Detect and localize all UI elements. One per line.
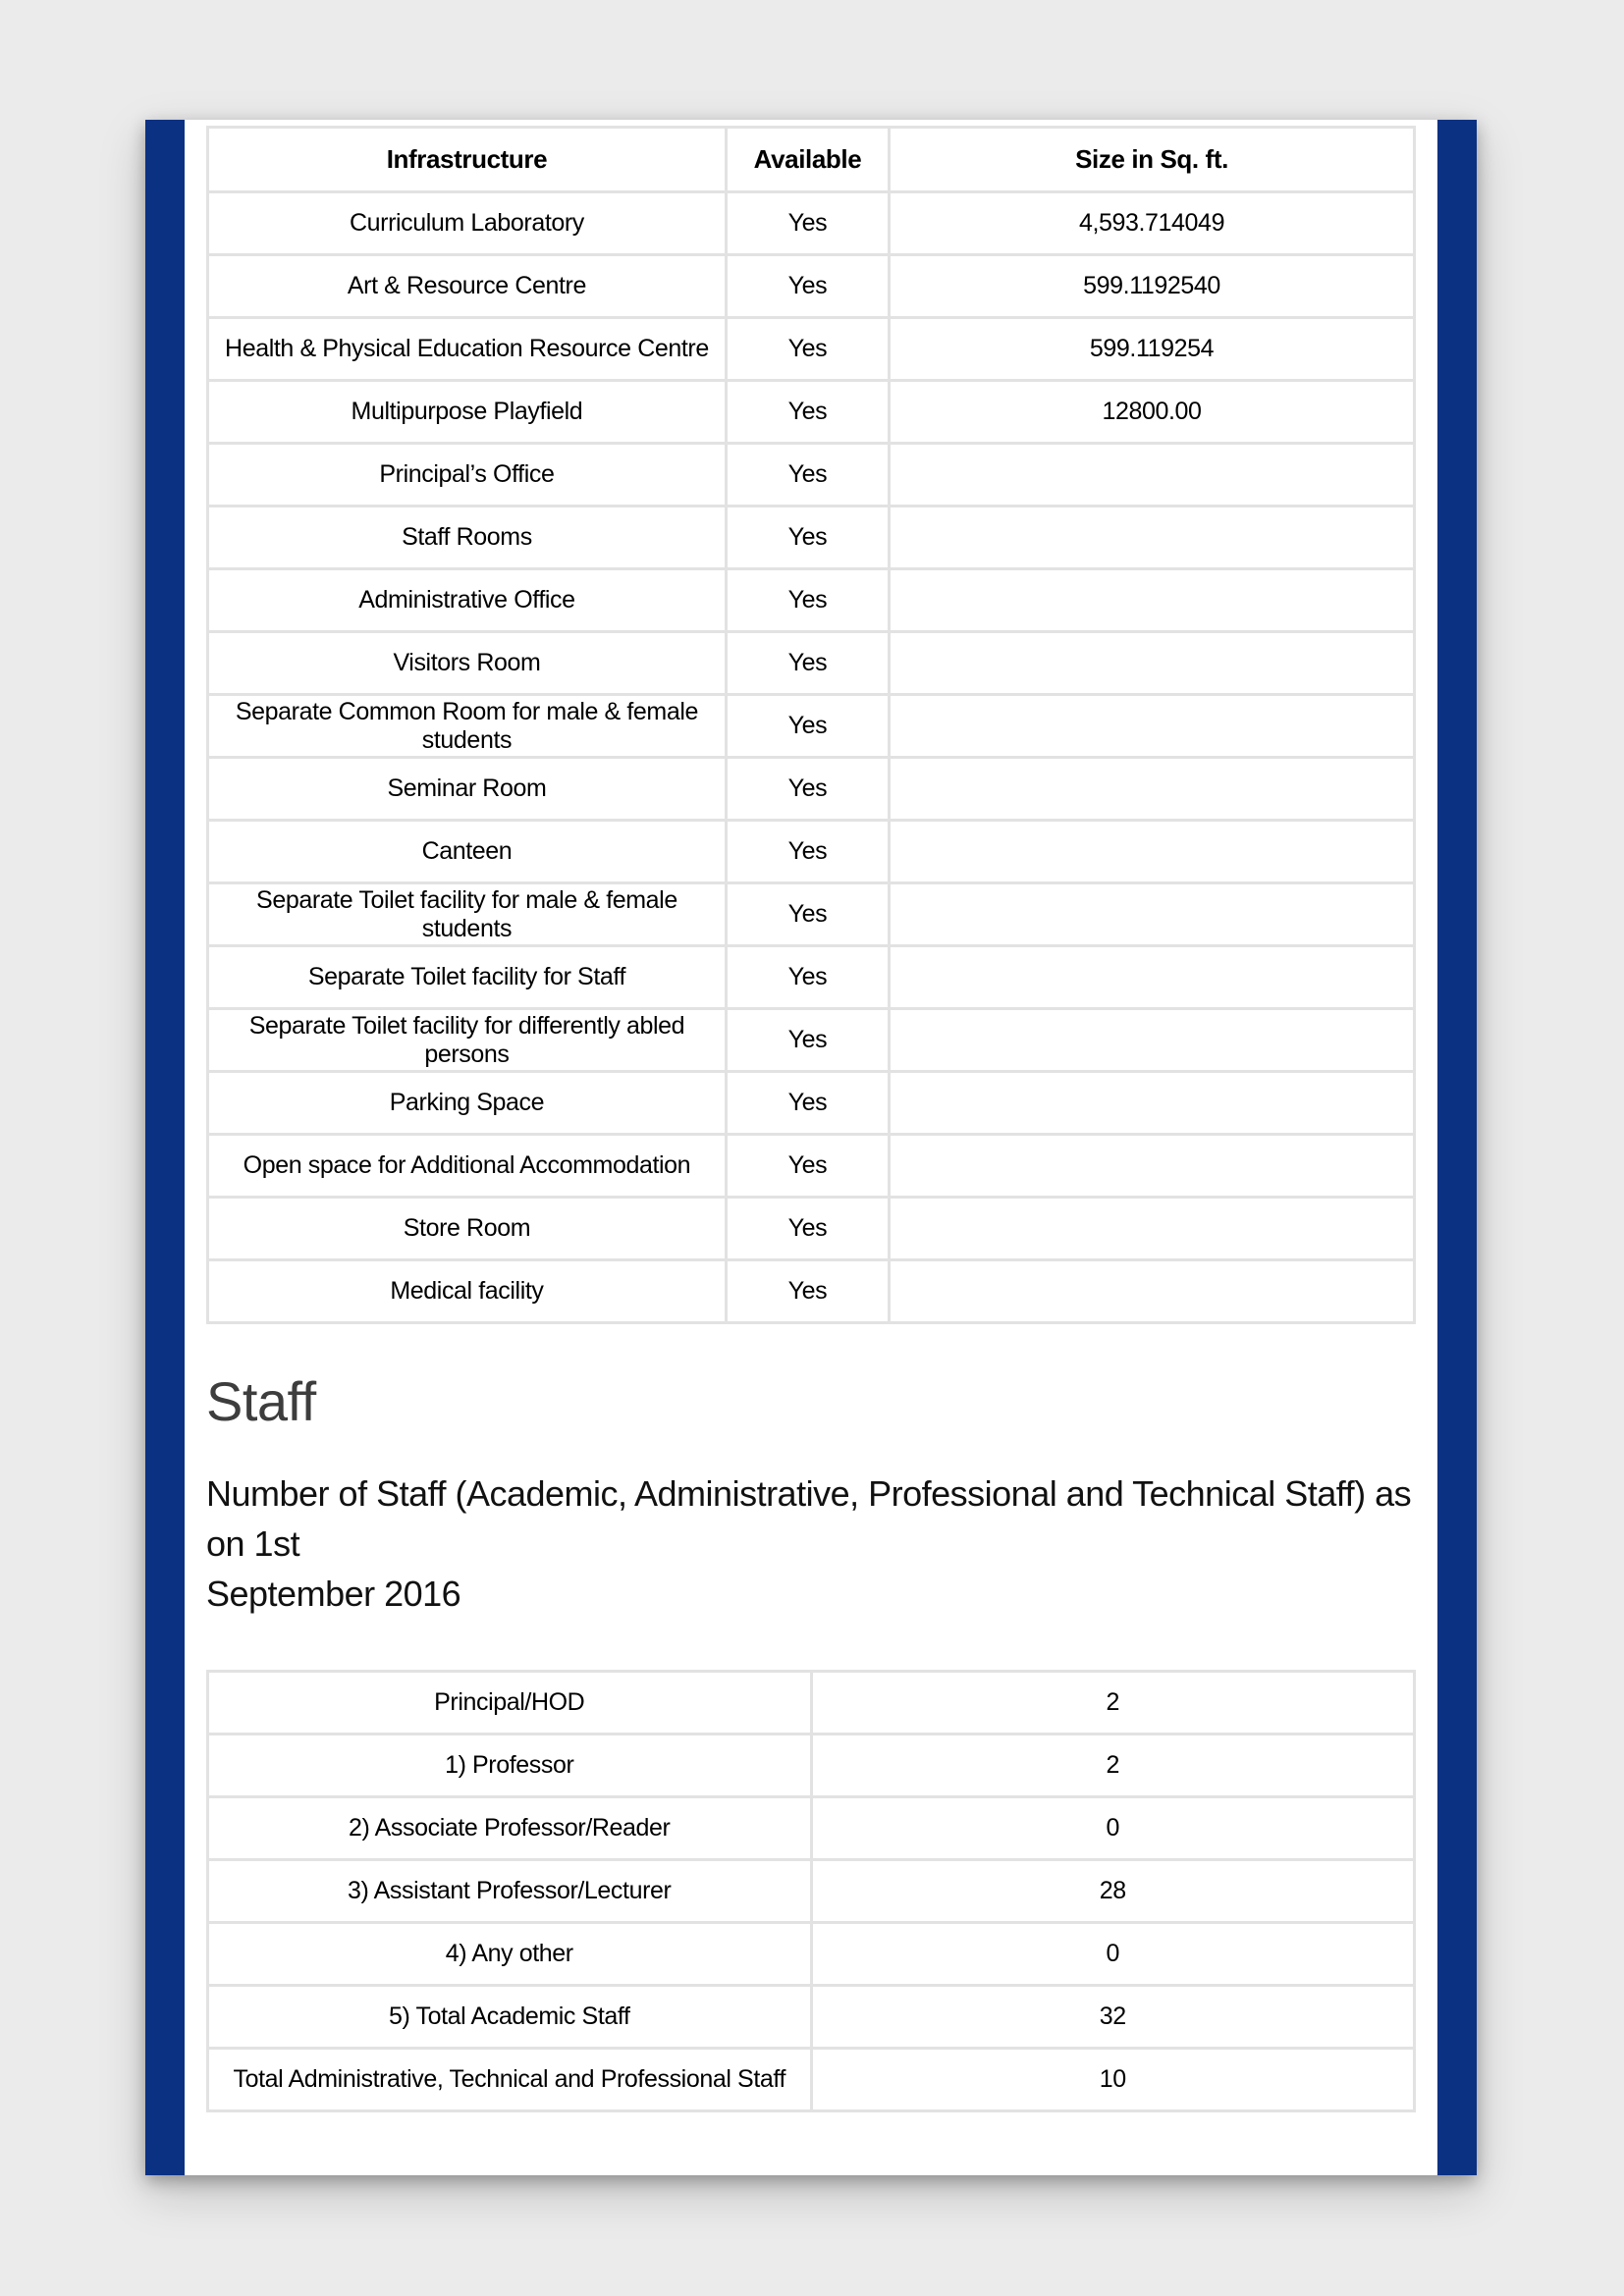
infrastructure-table [206,126,1416,1324]
staff-count-cell: 0 [811,1797,1415,1860]
size-cell [890,821,1415,883]
table-row [208,821,1415,883]
staff-category-cell: 5) Total Academic Staff [208,1986,812,2049]
table-row [208,192,1415,255]
infrastructure-name-cell: Parking Space [208,1072,727,1135]
staff-category-cell: 2) Associate Professor/Reader [208,1797,812,1860]
infrastructure-name-cell: Staff Rooms [208,507,727,569]
table-row [208,1260,1415,1323]
staff-count-cell: 2 [811,1672,1415,1735]
available-cell: Yes [726,318,889,381]
size-cell [890,758,1415,821]
page-content [185,120,1437,2175]
infrastructure-name-cell: Health & Physical Education Resource Centre [208,318,727,381]
size-cell [890,1072,1415,1135]
infrastructure-name-cell: Principal’s Office [208,444,727,507]
infrastructure-table-body [208,192,1415,1323]
staff-subtitle-line-2: September 2016 [206,1574,461,1615]
size-cell: 12800.00 [890,381,1415,444]
staff-count-cell: 2 [811,1735,1415,1797]
available-cell: Yes [726,758,889,821]
table-row [208,1797,1415,1860]
available-cell: Yes [726,255,889,318]
infrastructure-name-cell: Store Room [208,1198,727,1260]
table-row [208,444,1415,507]
column-header-size: Size in Sq. ft. [890,128,1415,192]
table-row [208,883,1415,946]
document-page [145,120,1477,2175]
staff-count-cell: 10 [811,2049,1415,2111]
infrastructure-name-cell: Art & Resource Centre [208,255,727,318]
staff-count-cell: 0 [811,1923,1415,1986]
staff-category-cell: Total Administrative, Technical and Professional Staff [208,2049,812,2111]
size-cell [890,1009,1415,1072]
table-row [208,1009,1415,1072]
infrastructure-name-cell: Multipurpose Playfield [208,381,727,444]
available-cell: Yes [726,883,889,946]
size-cell: 599.1192540 [890,255,1415,318]
infrastructure-name-cell: Seminar Room [208,758,727,821]
available-cell: Yes [726,507,889,569]
staff-subtitle-line-1: Number of Staff (Academic, Administrative, Professional and Technical Staff) as on 1st [206,1473,1412,1565]
size-cell [890,1260,1415,1323]
staff-category-cell: Principal/HOD [208,1672,812,1735]
table-row [208,1198,1415,1260]
available-cell: Yes [726,192,889,255]
available-cell: Yes [726,444,889,507]
table-row [208,255,1415,318]
table-row [208,632,1415,695]
infrastructure-name-cell: Canteen [208,821,727,883]
table-row [208,1072,1415,1135]
staff-category-cell: 1) Professor [208,1735,812,1797]
available-cell: Yes [726,821,889,883]
staff-count-cell: 28 [811,1860,1415,1923]
size-cell [890,632,1415,695]
infrastructure-name-cell: Medical facility [208,1260,727,1323]
size-cell [890,507,1415,569]
size-cell [890,1135,1415,1198]
table-row [208,1986,1415,2049]
table-row [208,1860,1415,1923]
staff-table [206,1670,1416,2112]
staff-category-cell: 4) Any other [208,1923,812,1986]
available-cell: Yes [726,1009,889,1072]
infrastructure-name-cell: Separate Toilet facility for Staff [208,946,727,1009]
size-cell [890,946,1415,1009]
available-cell: Yes [726,1198,889,1260]
infrastructure-name-cell: Administrative Office [208,569,727,632]
table-row [208,1672,1415,1735]
infrastructure-name-cell: Separate Toilet facility for differently abled persons [208,1009,727,1072]
table-row [208,381,1415,444]
staff-section-heading: Staff [206,1370,316,1432]
column-header-infrastructure: Infrastructure [208,128,727,192]
infrastructure-name-cell: Visitors Room [208,632,727,695]
table-row [208,1735,1415,1797]
infrastructure-name-cell: Open space for Additional Accommodation [208,1135,727,1198]
table-row [208,1135,1415,1198]
staff-category-cell: 3) Assistant Professor/Lecturer [208,1860,812,1923]
staff-table-wrap [206,1670,1416,2112]
size-cell [890,695,1415,758]
staff-section-subtitle [206,1468,1416,1619]
available-cell: Yes [726,569,889,632]
table-row [208,318,1415,381]
infrastructure-name-cell: Curriculum Laboratory [208,192,727,255]
table-row [208,695,1415,758]
table-row [208,2049,1415,2111]
staff-count-cell: 32 [811,1986,1415,2049]
table-row [208,1923,1415,1986]
available-cell: Yes [726,946,889,1009]
table-row [208,569,1415,632]
available-cell: Yes [726,695,889,758]
available-cell: Yes [726,381,889,444]
column-header-available: Available [726,128,889,192]
size-cell [890,883,1415,946]
available-cell: Yes [726,632,889,695]
staff-table-body [208,1672,1415,2111]
size-cell [890,569,1415,632]
infrastructure-name-cell: Separate Toilet facility for male & female students [208,883,727,946]
table-row [208,758,1415,821]
available-cell: Yes [726,1135,889,1198]
available-cell: Yes [726,1260,889,1323]
infrastructure-name-cell: Separate Common Room for male & female students [208,695,727,758]
size-cell [890,1198,1415,1260]
size-cell [890,444,1415,507]
header-row [208,128,1415,192]
infrastructure-table-header [208,128,1415,192]
size-cell: 4,593.714049 [890,192,1415,255]
table-row [208,946,1415,1009]
table-row [208,507,1415,569]
available-cell: Yes [726,1072,889,1135]
size-cell: 599.119254 [890,318,1415,381]
